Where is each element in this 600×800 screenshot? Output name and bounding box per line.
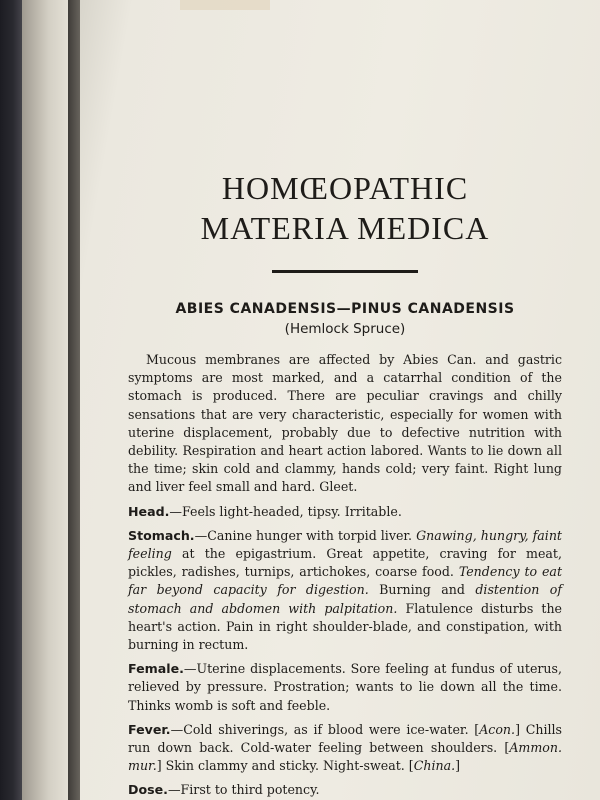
- fever-italic-1: Acon.: [479, 721, 516, 737]
- facing-page-edge: [22, 0, 70, 800]
- page-content: [128, 168, 562, 800]
- fever-section: [128, 721, 562, 776]
- fever-text-4: ]: [455, 758, 461, 774]
- fever-label: Fever.: [128, 721, 171, 737]
- head-text: —Feels light-headed, tipsy. Irritable.: [169, 503, 402, 519]
- remedy-common-name: (Hemlock Spruce): [284, 321, 406, 337]
- book-title-line1: HOMŒOPATHIC: [221, 170, 469, 206]
- remedy-name: ABIES CANADENSIS—PINUS CANADENSIS: [175, 301, 515, 317]
- fever-italic-3: China.: [413, 758, 456, 774]
- stomach-section: [128, 527, 562, 654]
- head-label: Head.: [128, 503, 170, 519]
- dose-label: Dose.: [128, 782, 168, 798]
- fever-text-3: ] Skin clammy and sticky. Night-sweat. [: [156, 758, 414, 774]
- stomach-italic-3: distention of stomach and abdomen with palpitation.: [128, 582, 562, 616]
- book-page: [80, 0, 600, 800]
- title-divider: [272, 270, 418, 273]
- fever-text-2: ] Chills run down back. Cold-water feeling between shoulders. [: [128, 721, 562, 756]
- stomach-italic-2: Tendency to eat far beyond capacity for digestion.: [128, 564, 563, 598]
- female-text: —Uterine displacements. Sore feeling at fundus of uterus, relieved by pressure. Prostration; wants to lie down all the time. Thinks womb is soft and feeble.: [128, 661, 562, 713]
- dose-text: —First to third potency.: [167, 782, 320, 798]
- stomach-text-1: —Canine hunger with torpid liver.: [194, 527, 417, 543]
- page-stain: [180, 0, 270, 10]
- book-title: [128, 168, 562, 248]
- female-label: Female.: [128, 661, 184, 677]
- dose-section: [128, 781, 562, 799]
- stomach-label: Stomach.: [128, 527, 195, 543]
- head-section: [128, 503, 562, 521]
- fever-italic-2: Ammon. mur.: [128, 740, 562, 774]
- fever-text-1: —Cold shiverings, as if blood were ice-water. [: [170, 721, 480, 737]
- remedy-intro: Mucous membranes are affected by Abies Can. and gastric symptoms are most marked, and a catarrhal condition of the stomach is produced. There are peculiar cravings and chilly sensations that are very characteristic, especially for women with uterine displacement, probably due to defective nutrition with debility. Respiration and heart action labored. Wants to lie down all the time; skin cold and clammy, hands cold; very faint. Right lung and liver feel small and hard. Gleet.: [128, 352, 562, 495]
- book-spine-edge: [0, 0, 22, 800]
- stomach-text-2: at the epigastrium. Great appetite, craving for meat, pickles, radishes, turnips, artichokes, coarse food.: [128, 546, 562, 580]
- stomach-text-3: Burning and: [368, 582, 476, 598]
- female-section: [128, 660, 562, 715]
- stomach-text-4: Flatulence disturbs the heart's action. Pain in right shoulder-blade, and constipation, with burning in rectum.: [128, 600, 563, 653]
- stomach-italic-1: Gnawing, hungry, faint feeling: [128, 527, 562, 562]
- book-title-line2: MATERIA MEDICA: [200, 210, 490, 246]
